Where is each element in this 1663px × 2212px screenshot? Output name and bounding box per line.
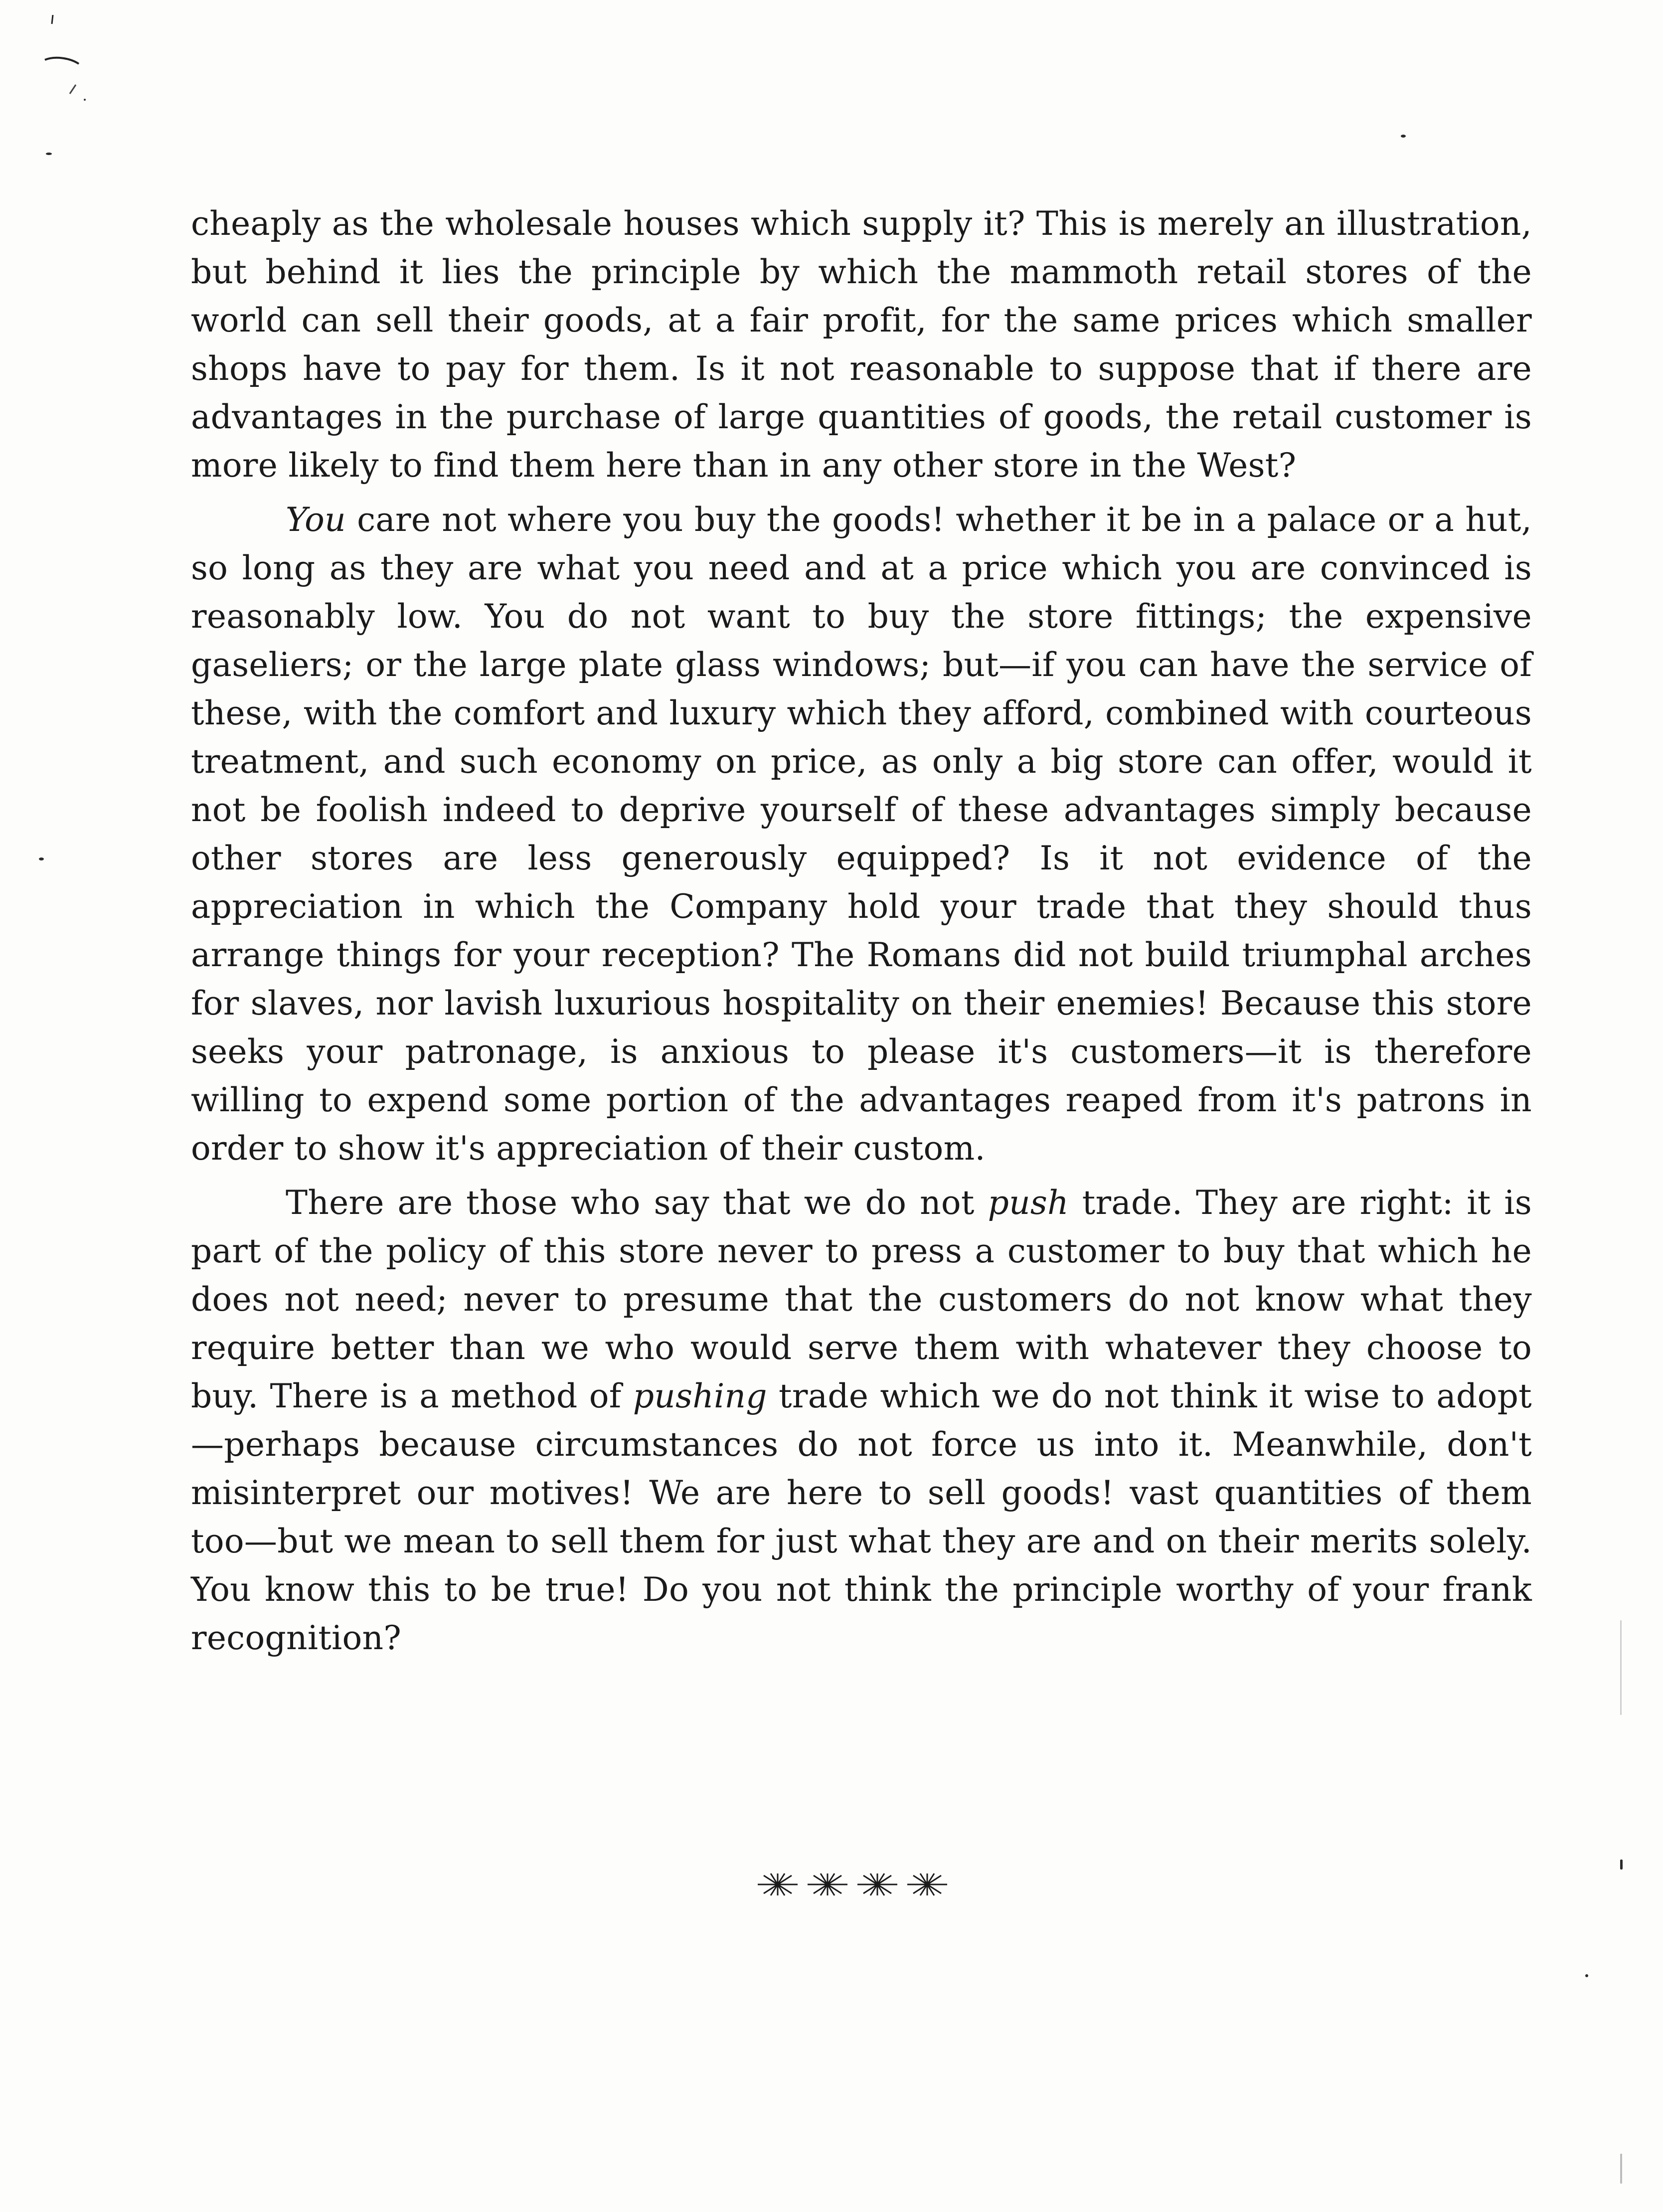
paragraph-3-italic-push: push bbox=[988, 1184, 1069, 1222]
scan-speck bbox=[1585, 1974, 1588, 1977]
paragraph-2-text: care not where you buy the goods! whether it be in a palace or a hut, so long as they are what you need and at a price which you are convinced is reasonably low. You do not want to buy the store fittings; the expensive gaseliers; or the large plate glass windows; but—if you can have the service of these, with the comfort and luxury which they afford, combined with courteous treatment, and such economy on price, as only a big store can offer, would it not be foolish indeed to deprive yourself of these advantages simply because other stores are less generously equipped? Is it not evidence of the appreciation in which the Company hold your trade that they should thus arrange things for your reception? The Romans did not build triumphal arches for slaves, nor lavish luxurious hospitality on their enemies! Because this store seeks your patronage, is anxious to please it's customers—it is therefore willing to expend some portion of the advantages reaped from it's patrons in order to show it's appreciation of their custom. bbox=[191, 501, 1532, 1168]
scan-speck bbox=[46, 153, 52, 155]
paragraph-3-text-b: trade. They are right: it is part of the policy of this store never to press a customer to buy that which he does not need; never to presume that the customers do not know what they require better than we who would serve them with whatever they choose to buy. There is a method of bbox=[191, 1184, 1532, 1415]
scan-speck bbox=[1620, 1860, 1623, 1870]
floral-divider-ornament-icon bbox=[753, 1865, 952, 1904]
paragraph-3-text-a: There are those who say that we do not bbox=[286, 1184, 988, 1222]
paragraph-2 bbox=[191, 496, 1532, 1173]
paragraph-3-text-c: trade which we do not think it wise to adopt—perhaps because circumstances do not force us into it. Meanwhile, don't misinterpret our motives! We are here to sell goods! vast quantities of them too—but we mean to sell them for just what they are and on their merits solely. You know this to be true! Do you not think the principle worthy of your frank recognition? bbox=[191, 1377, 1532, 1657]
paragraph-3-italic-pushing: pushing bbox=[633, 1377, 767, 1415]
scan-speck bbox=[39, 857, 44, 860]
scan-speck bbox=[1401, 135, 1406, 138]
paragraph-3 bbox=[191, 1179, 1532, 1662]
paragraph-1 bbox=[191, 199, 1532, 490]
body-text bbox=[191, 199, 1532, 1662]
paragraph-1-text: cheaply as the wholesale houses which supply it? This is merely an illustration, but behind it lies the principle by which the mammoth retail stores of the world can sell their goods, at a fair profit, for the same prices which smaller shops have to pay for them. Is it not reasonable to suppose that if there are advantages in the purchase of large quantities of goods, the retail customer is more likely to find them here than in any other store in the West? bbox=[191, 204, 1532, 485]
scan-speck bbox=[1620, 2154, 1622, 2184]
scan-mark-top-left bbox=[20, 10, 90, 120]
scan-speck bbox=[1620, 1620, 1622, 1715]
paragraph-2-italic-you: You bbox=[286, 501, 346, 539]
